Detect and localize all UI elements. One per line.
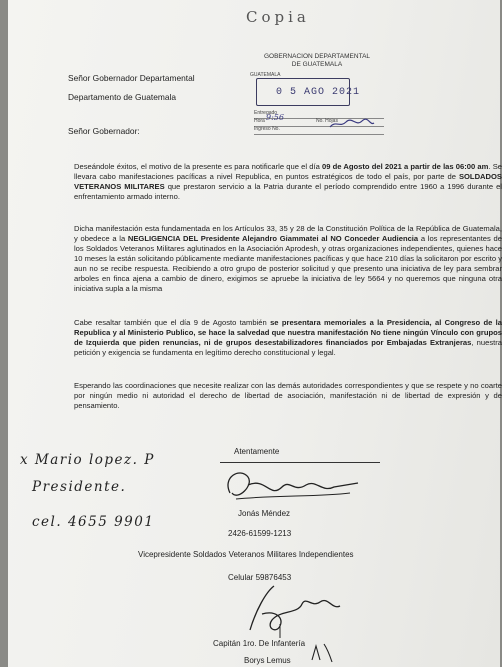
registry-label-time: Hora [254, 118, 265, 124]
recipient-title: Señor Gobernador Departamental [68, 73, 195, 83]
signature-jonas-mendez [218, 463, 368, 508]
p2-text-c: a los representantes de los Soldados Veteranos Militares aglutinados en la Asociación Aprodesh, y otras organizaciones independientes, quienes hace 10 meses la están solicitando públicamente mediante manifestaciones pacíficas y que hace 210 días la solicitaron por escrito y aun no se recibe respuesta. Recibiendo a otro grupo de posterior solicitud y que presento una iniciativa de ley para sembrar arboles en finca ajena a cambio de dinero, exigimos se apruebe la iniciativa de ley 5664 y no queremos que ninguna otra iniciativa supla a la misma [74, 234, 502, 293]
signer-cell-1: Celular 59876453 [228, 573, 292, 582]
stamp-city: GUATEMALA [250, 72, 281, 78]
copy-stamp-handwritten: Copia [246, 8, 310, 26]
p1-date-bold: 09 de Agosto del 2021 a partir de las 06:00 am [322, 162, 489, 171]
signer-phone-1: 2426-61599-1213 [228, 529, 292, 538]
p1-veterans-bold: SOLDADOS VETERANOS MILITARES [74, 172, 502, 191]
handwritten-cell: cel. 4655 9901 [32, 514, 155, 530]
p1-text-a: Deseándole éxitos, el motivo de la presente es para notificarle que el día [74, 162, 322, 171]
p2-text-a: Dicha manifestación esta fundamentada en los Artículos 33, 35 y 28 de la Constitución Política de la República de Guatemala, y obedece a la [74, 224, 502, 243]
paragraph-legal-basis [74, 224, 502, 294]
p2-negligence-bold: NEGLIGENCIA DEL Presidente Alejandro Giammatei al NO Conceder Audiencia [127, 234, 419, 243]
signer-name-2: Borys Lemus [244, 656, 291, 665]
handwritten-title: Presidente. [32, 479, 127, 495]
salutation: Señor Gobernador: [68, 126, 140, 136]
paragraph-notification [74, 162, 502, 202]
registry-initials-scribble [328, 119, 376, 129]
handwritten-name: x Mario lopez. P [20, 452, 155, 468]
handwritten-time: 9:56 [266, 113, 284, 122]
signer-name-1: Jonás Méndez [238, 509, 291, 518]
signer-role-1: Vicepresidente Soldados Veteranos Militares Independientes [138, 550, 354, 559]
closing-atentamente: Atentamente [234, 447, 280, 456]
institution-heading [252, 53, 382, 68]
p1-text-c: . Se llevara cabo manifestaciones pacíficas a nivel Republica, en puntos estratégicos de todo el país, por parte de [74, 162, 502, 181]
institution-line-2: DE GUATEMALA [291, 60, 343, 68]
p3-text-a: Cabe resaltar también que el día 9 de Agosto también [74, 318, 271, 327]
recipient-department: Departamento de Guatemala [68, 92, 177, 102]
signature-borys-lemus [240, 580, 360, 640]
signer-role-2: Capitán 1ro. De Infantería [213, 639, 306, 648]
institution-line-1: GOBERNACION DEPARTAMENTAL [263, 53, 371, 60]
registry-label-delivered: Entregado [254, 110, 278, 116]
registry-label-pages: No. Hojas [316, 118, 338, 124]
p1-text-e: que prestaron servicio a la Patria durante el período comprendido entre 1960 a 1996 durante el enfrentamiento armado interno. [74, 182, 502, 201]
initials-scribble-bottom [308, 640, 338, 665]
letter-page [8, 0, 500, 667]
p3-text-c: , nuestra petición y exigencia se fundamenta en legítimo derecho constitucional y legal. [74, 338, 502, 357]
paragraph-memorials [74, 318, 502, 358]
stamp-date: 0 5 AGO 2021 [276, 87, 361, 98]
registry-label-entry: Ingreso No. [254, 126, 280, 132]
p3-memorials-bold: se presentara memoriales a la Presidencia, al Congreso de la Republica y al Ministerio Publico, se hace la salvedad que nuestra manifestación No tiene ningún Vínculo con grupos de Izquierda que piden renuncias, ni de grupos desestabilizadores financiados por Embajadas Extranjeras [74, 318, 502, 347]
paragraph-closing: Esperando las coordinaciones que necesite realizar con las demás autoridades correspondientes y que se respete y no coarte por ningún medio ni autoridad el derecho de libertad de asociación, manifestación ni de libertad de expresión y de pensamiento. [74, 381, 502, 410]
